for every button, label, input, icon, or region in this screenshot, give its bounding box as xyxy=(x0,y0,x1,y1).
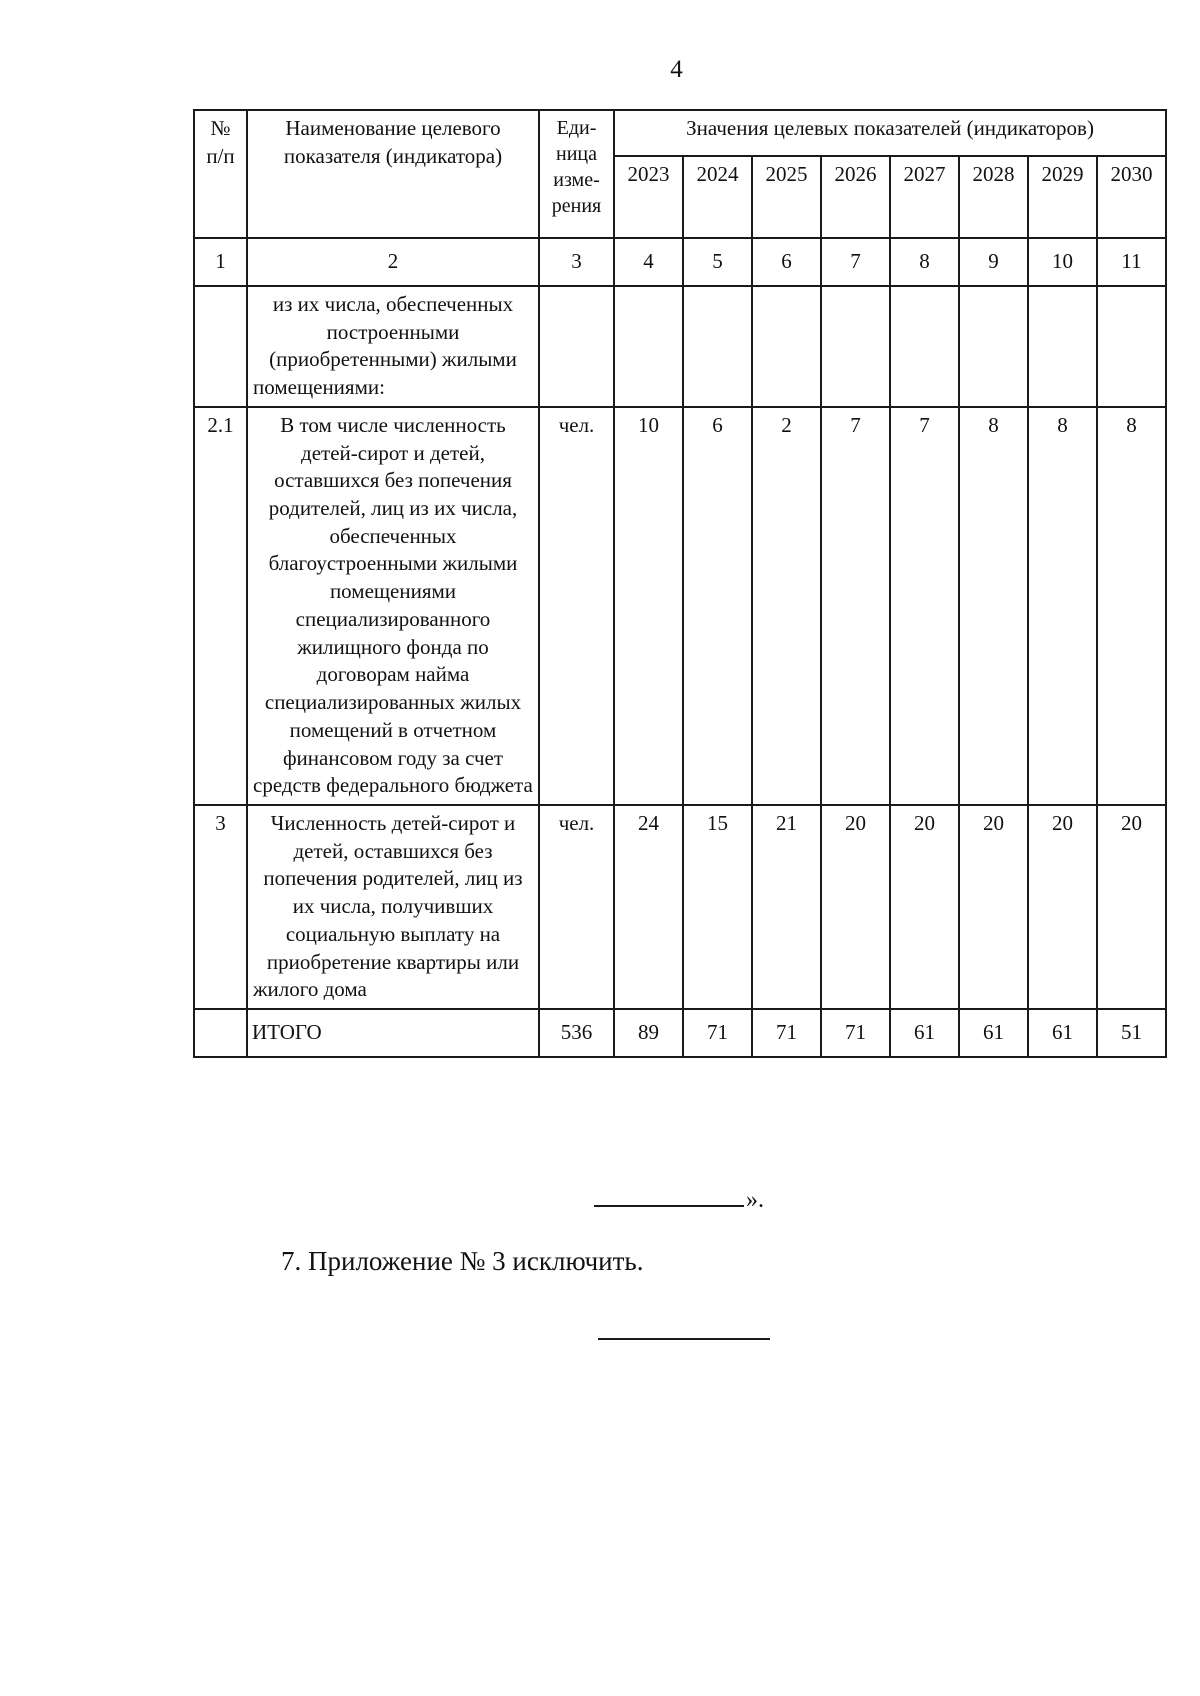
column-index-cell: 9 xyxy=(959,238,1028,286)
item-7-text: 7. Приложение № 3 исключить. xyxy=(281,1246,644,1276)
total-value: 89 xyxy=(614,1009,683,1057)
row-value: 8 xyxy=(1097,407,1166,805)
header-year: 2025 xyxy=(752,156,821,238)
header-num: № п/п xyxy=(194,110,247,238)
column-index-row xyxy=(194,238,1166,286)
row-value: 20 xyxy=(959,805,1028,1009)
header-year: 2023 xyxy=(614,156,683,238)
total-value: 51 xyxy=(1097,1009,1166,1057)
row-value: 7 xyxy=(821,407,890,805)
row-value: 2 xyxy=(752,407,821,805)
row-value: 8 xyxy=(1028,407,1097,805)
row-value: 20 xyxy=(1028,805,1097,1009)
row-value: 20 xyxy=(821,805,890,1009)
row-unit: чел. xyxy=(539,805,614,1009)
table-row xyxy=(194,805,1166,1009)
row-value: 6 xyxy=(683,407,752,805)
header-year: 2027 xyxy=(890,156,959,238)
column-index-cell: 7 xyxy=(821,238,890,286)
row-number: 3 xyxy=(194,805,247,1009)
row-value xyxy=(1028,286,1097,407)
indicators-table xyxy=(193,109,1167,1058)
row-value: 8 xyxy=(959,407,1028,805)
row-value: 20 xyxy=(1097,805,1166,1009)
header-year: 2029 xyxy=(1028,156,1097,238)
row-value: 20 xyxy=(890,805,959,1009)
row-value: 21 xyxy=(752,805,821,1009)
column-index-cell: 10 xyxy=(1028,238,1097,286)
row-value: 10 xyxy=(614,407,683,805)
end-rule xyxy=(598,1338,770,1340)
column-index-cell: 6 xyxy=(752,238,821,286)
total-value: 71 xyxy=(821,1009,890,1057)
column-index-cell: 3 xyxy=(539,238,614,286)
header-year: 2028 xyxy=(959,156,1028,238)
total-value: 61 xyxy=(890,1009,959,1057)
row-unit xyxy=(539,286,614,407)
row-value: 24 xyxy=(614,805,683,1009)
row-value xyxy=(1097,286,1166,407)
row-indicator-name: из их числа, обеспеченных построенными (приобретенными) жилыми помещениями: xyxy=(247,286,539,407)
total-number xyxy=(194,1009,247,1057)
row-indicator-name: Численность детей-сирот и детей, оставшихся без попечения родителей, лиц из их числа, получивших социальную выплату на приобретение квартиры или жилого дома xyxy=(247,805,539,1009)
page-number: 4 xyxy=(670,56,683,83)
row-value xyxy=(890,286,959,407)
column-index-cell: 8 xyxy=(890,238,959,286)
row-indicator-name: В том числе численность детей-сирот и детей, оставшихся без попечения родителей, лиц из их числа, обеспеченных благоустроенными жилыми помещениями специализированного жилищного фонда по договорам найма специализированных жилых помещений в отчетном финансовом году за счет средств федерального бюджета xyxy=(247,407,539,805)
header-values-group: Значения целевых показателей (индикаторов) xyxy=(614,110,1166,156)
table-row xyxy=(194,286,1166,407)
closing-line xyxy=(594,1185,764,1214)
header-unit: Еди-ница изме-рения xyxy=(539,110,614,238)
total-value: 71 xyxy=(752,1009,821,1057)
row-value xyxy=(752,286,821,407)
row-value xyxy=(821,286,890,407)
row-unit: чел. xyxy=(539,407,614,805)
column-index-cell: 2 xyxy=(247,238,539,286)
row-number xyxy=(194,286,247,407)
row-value xyxy=(959,286,1028,407)
total-value: 71 xyxy=(683,1009,752,1057)
total-value: 61 xyxy=(1028,1009,1097,1057)
header-row-1 xyxy=(194,110,1166,156)
closing-quote: ». xyxy=(746,1187,764,1213)
column-index-cell: 5 xyxy=(683,238,752,286)
column-index-cell: 1 xyxy=(194,238,247,286)
total-unit-value: 536 xyxy=(539,1009,614,1057)
header-year: 2024 xyxy=(683,156,752,238)
column-index-cell: 4 xyxy=(614,238,683,286)
total-value: 61 xyxy=(959,1009,1028,1057)
table-row xyxy=(194,407,1166,805)
total-label: ИТОГО xyxy=(247,1009,539,1057)
row-value: 15 xyxy=(683,805,752,1009)
row-value xyxy=(614,286,683,407)
row-value: 7 xyxy=(890,407,959,805)
total-row xyxy=(194,1009,1166,1057)
header-indicator-name: Наименование целевого показателя (индикатора) xyxy=(247,110,539,238)
closing-blank-line xyxy=(594,1185,744,1207)
header-year: 2026 xyxy=(821,156,890,238)
row-value xyxy=(683,286,752,407)
header-year: 2030 xyxy=(1097,156,1166,238)
row-number: 2.1 xyxy=(194,407,247,805)
column-index-cell: 11 xyxy=(1097,238,1166,286)
